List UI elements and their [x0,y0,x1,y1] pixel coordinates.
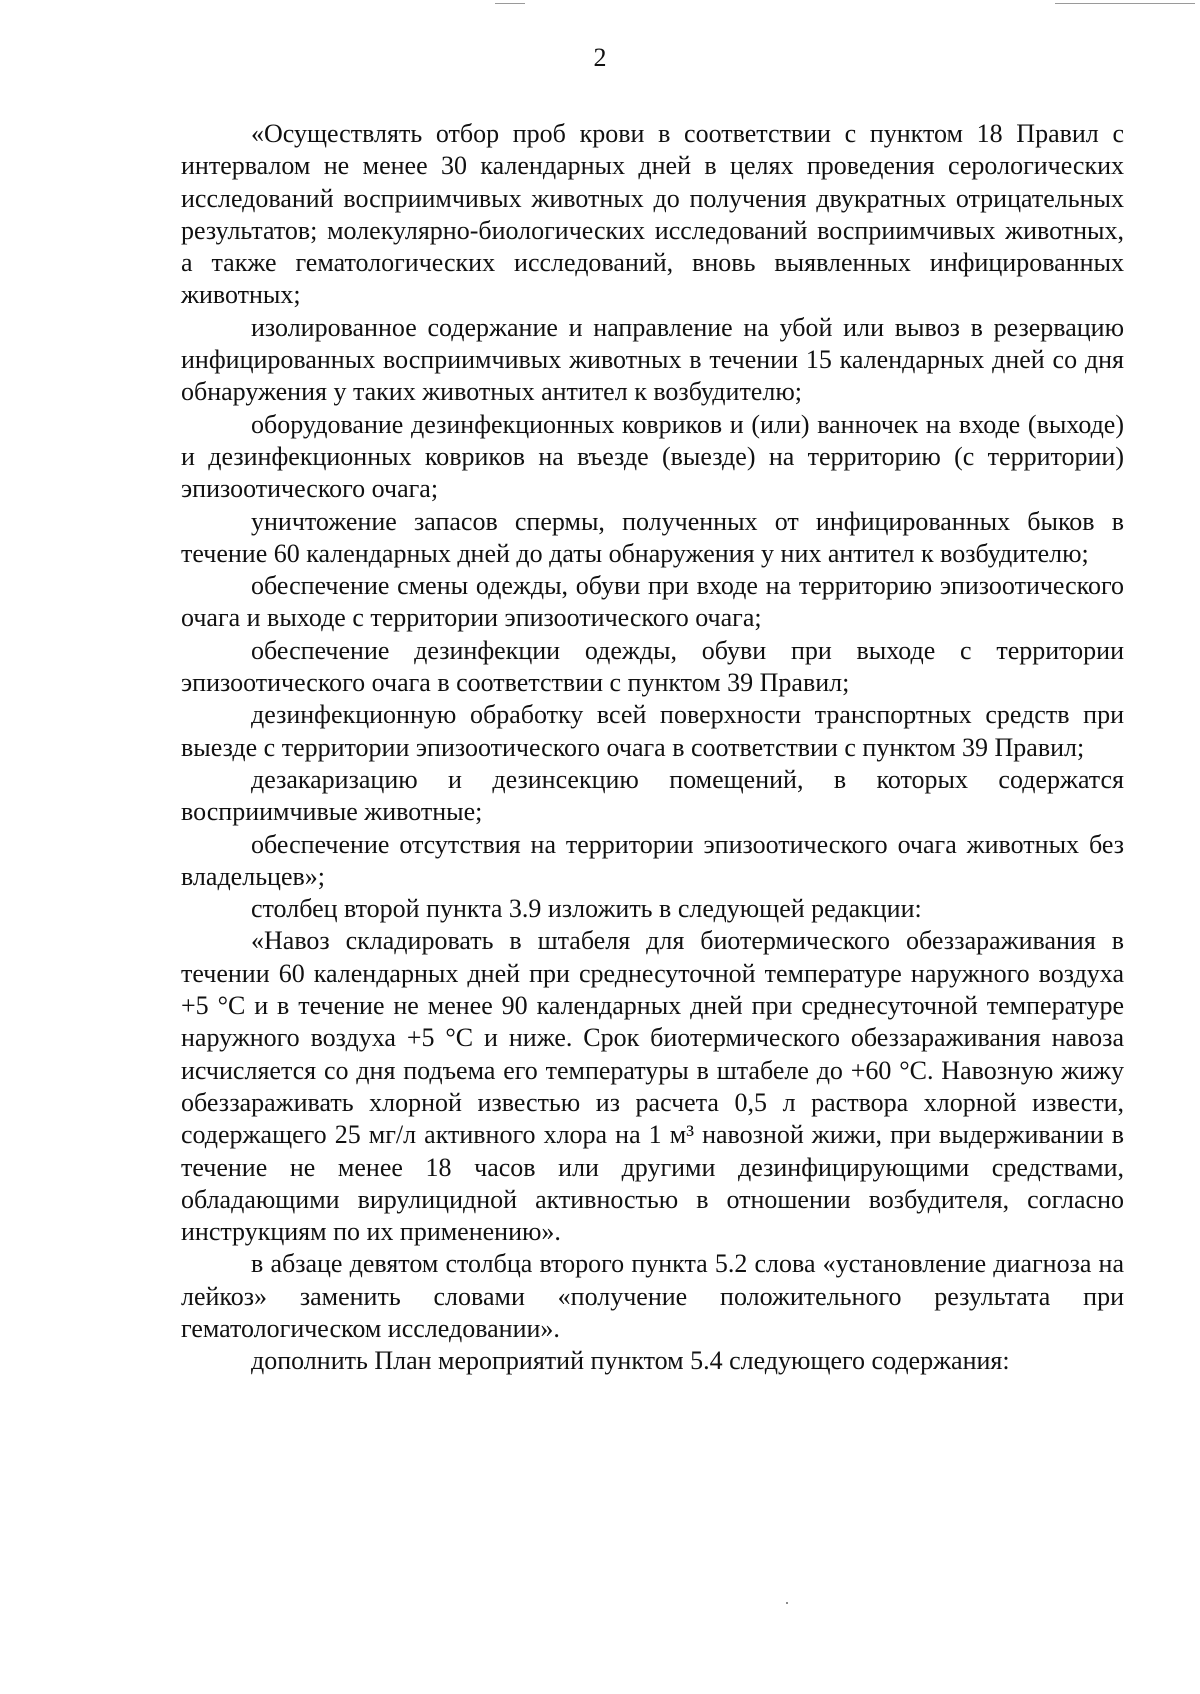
document-body [181,118,1124,1378]
paragraph-clothing-disinfection: обеспечение дезинфекции одежды, обуви при выходе с территории эпизоотического очага в соответствии с пунктом 39 Правил; [181,635,1124,698]
paragraph-semen-destruction: уничтожение запасов спермы, полученных от инфицированных быков в течение 60 календарных дней до даты обнаружения у них антител к возбудителю; [181,506,1124,568]
paragraph-clothing-change: обеспечение смены одежды, обуви при входе на территорию эпизоотического очага и выходе с территории эпизоотического очага; [181,571,1124,633]
paragraph-blood-sampling: «Осуществлять отбор проб крови в соответствии с пунктом 18 Правил с интервалом не менее 30 календарных дней в целях проведения серологических исследований восприимчивых животных до получения двукратных отрицательных результатов; молекулярно-биологических исследований восприимчивых животных, а также гематологических исследований, вновь выявленных инфицированных животных; [181,119,1124,310]
paragraph-vehicle-treatment: дезинфекционную обработку всей поверхности транспортных средств при выезде с территории эпизоотического очага в соответствии с пунктом 39 Правил; [181,700,1124,762]
scan-artifact-line [495,3,525,4]
paragraph-manure-storage: «Навоз складировать в штабеля для биотермического обеззараживания в течении 60 календарных дней при среднесуточной температуре наружного воздуха +5 °С и в течение не менее 90 календарных дней при среднесуточной температуре наружного воздуха +5 °С и ниже. Срок биотермического обеззараживания навоза исчисляется со дня подъема его температуры в штабеле до +60 °С. Навозную жижу обеззараживать хлорной известью из расчета 0,5 л раствора хлорной извести, содержащего 25 мг/л активного хлора на 1 м³ навозной жижи, при выдерживании в течение не менее 18 часов или другими дезинфицирующими средствами, обладающими вирулицидной активностью в отношении возбудителя, согласно инструкциям по их применению». [181,926,1124,1247]
page-number: 2 [593,43,607,72]
paragraph-amendment-5-2: в абзаце девятом столбца второго пункта 5.2 слова «установление диагноза на лейкоз» заменить словами «получение положительного результата при гематологическом исследовании». [181,1249,1124,1343]
paragraph-acaricide-insecticide: дезакаризацию и дезинсекцию помещений, в которых содержатся восприимчивые животные; [181,764,1124,827]
scan-artifact-line [1055,3,1195,4]
scan-speck [786,1602,788,1604]
paragraph-amendment-5-4: дополнить План мероприятий пунктом 5.4 следующего содержания: [251,1346,1010,1376]
paragraph-disinfection-mats: оборудование дезинфекционных ковриков и (или) ванночек на входе (выходе) и дезинфекционных ковриков на въезде (выезде) на территорию (с территории) эпизоотического очага; [181,409,1124,504]
paragraph-stray-animals: обеспечение отсутствия на территории эпизоотического очага животных без владельцев»; [181,829,1124,891]
paragraph-isolation: изолированное содержание и направление на убой или вывоз в резервацию инфицированных восприимчивых животных в течении 15 календарных дней со дня обнаружения у таких животных антител к возбудителю; [181,312,1124,407]
paragraph-amendment-3-9: столбец второй пункта 3.9 изложить в следующей редакции: [251,894,922,924]
